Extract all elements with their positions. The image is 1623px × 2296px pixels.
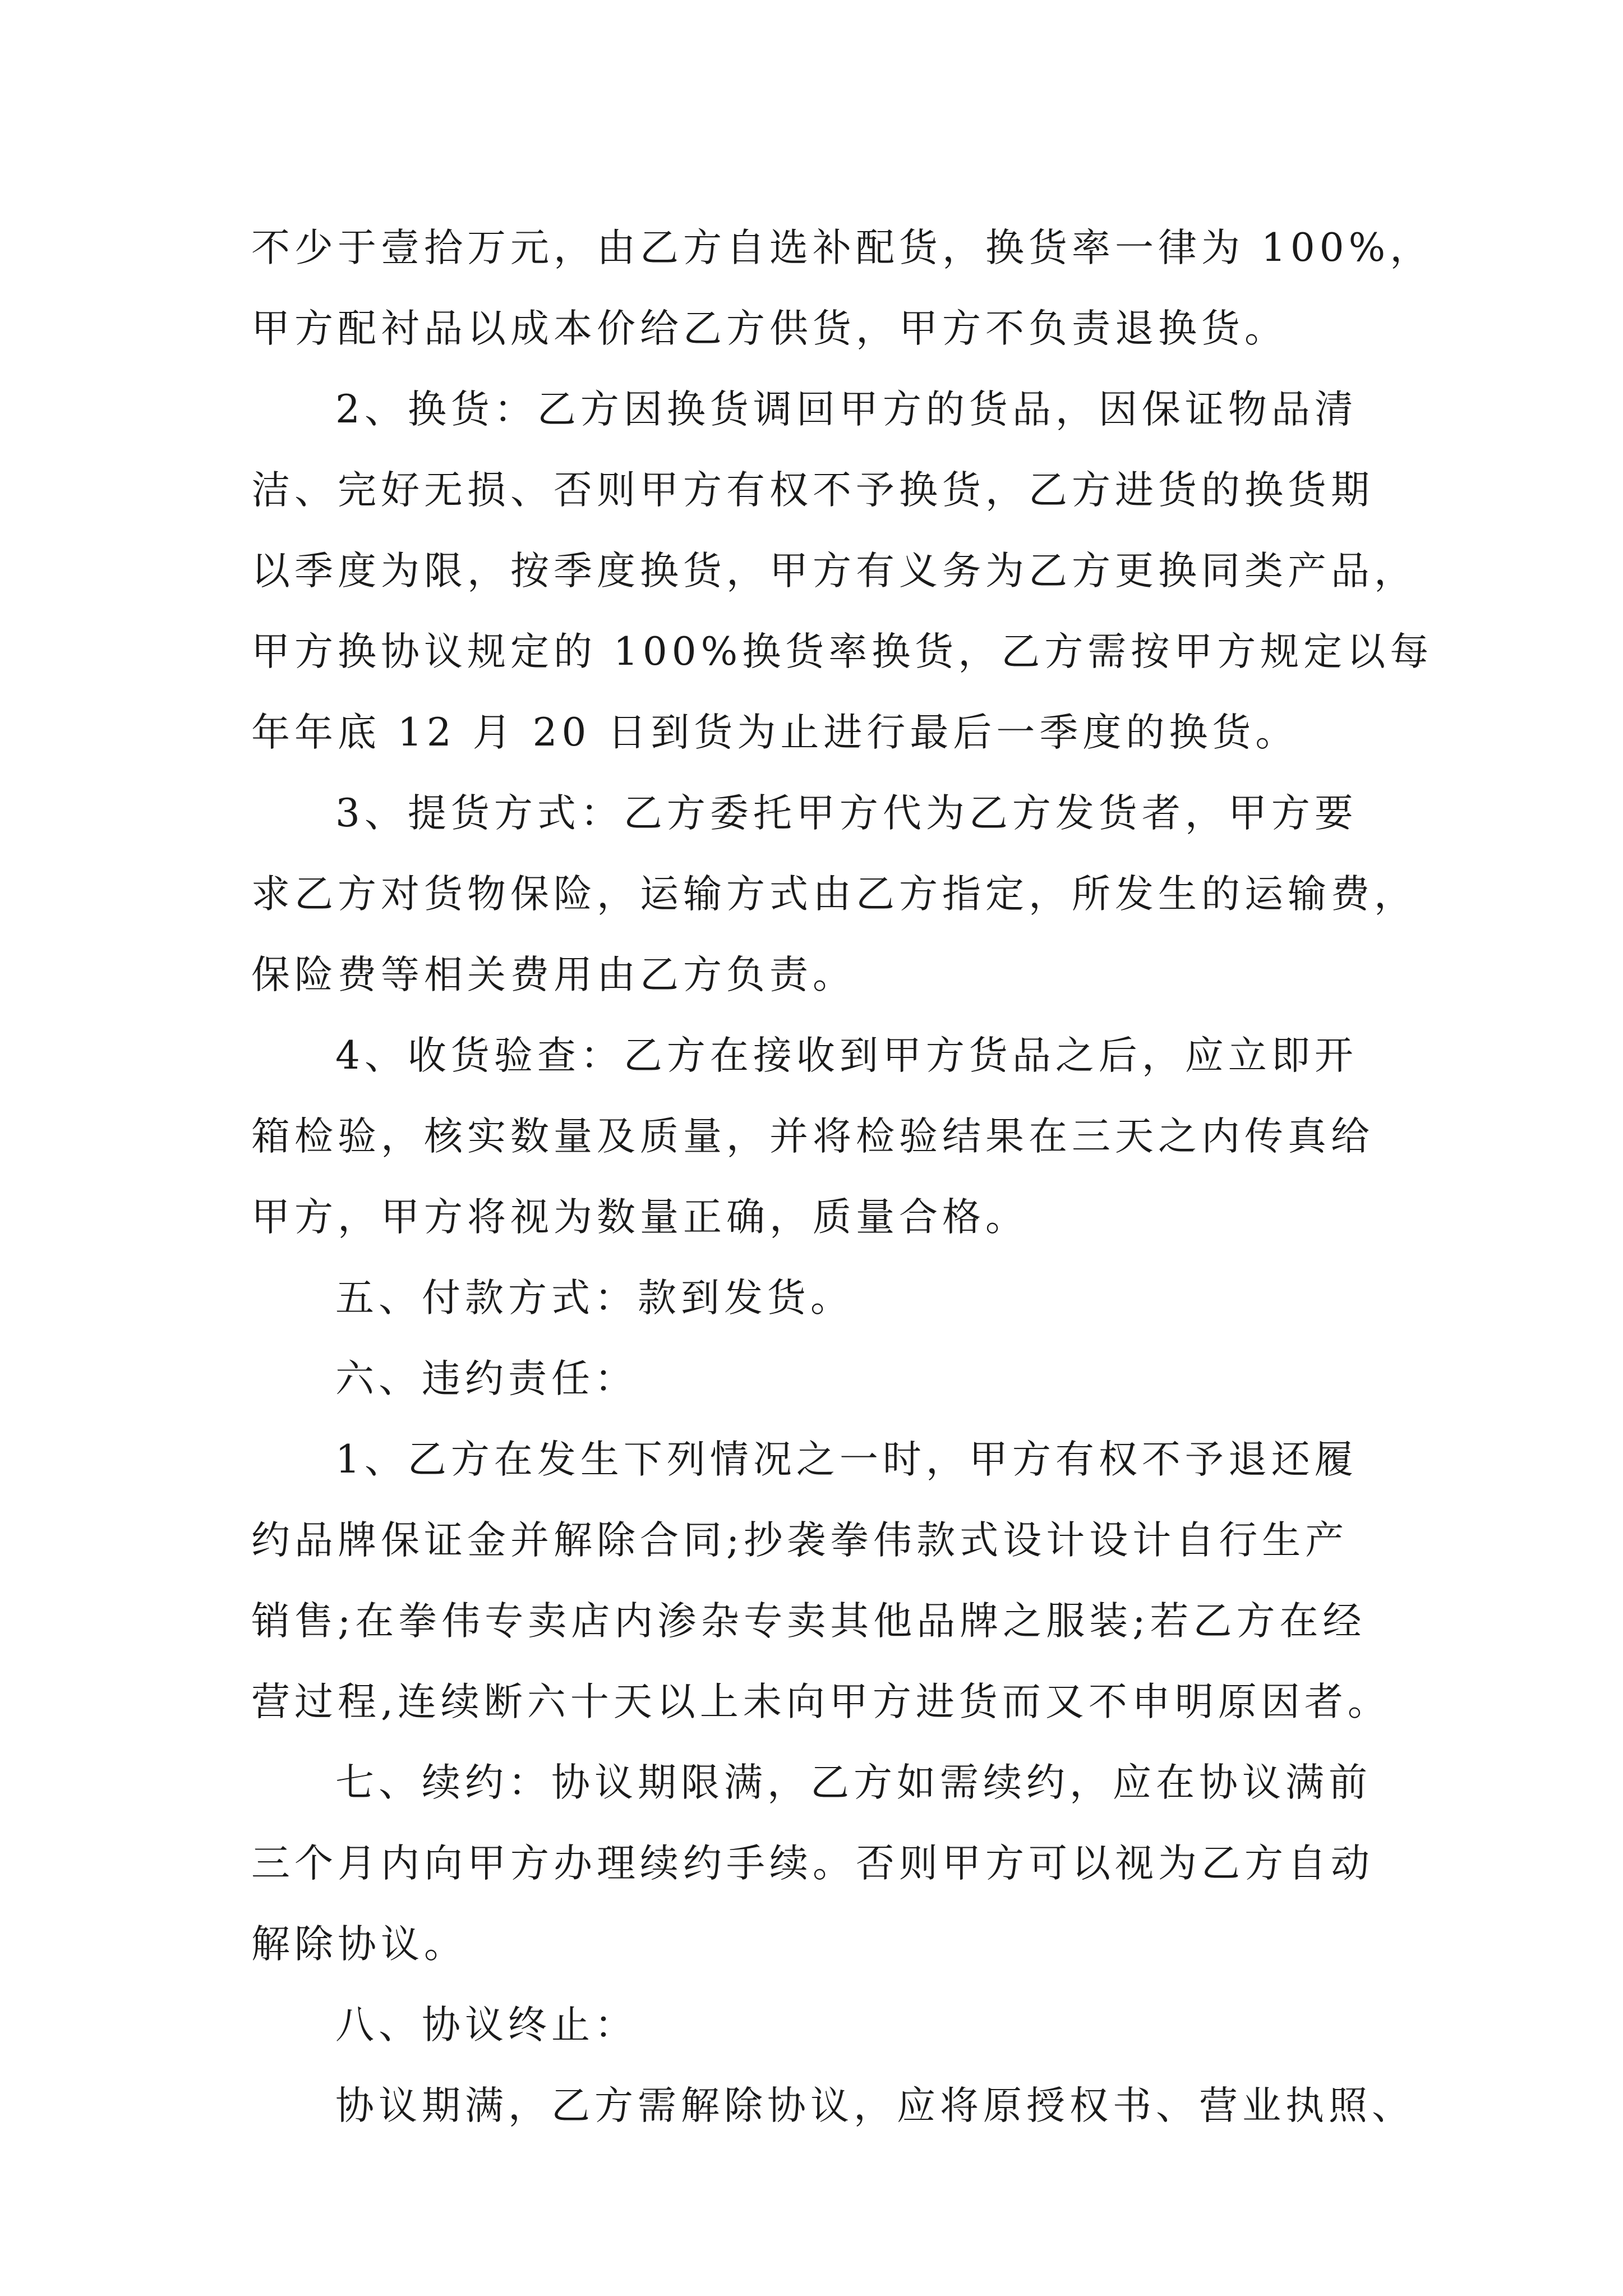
section-heading-line: 七、续约：协议期限满，乙方如需续约，应在协议满前 [335, 1760, 1372, 1805]
section-heading-line: 六、违约责任： [335, 1356, 638, 1401]
paragraph-start-line: 1、乙方在发生下列情况之一时，甲方有权不予退还履 [335, 1437, 1358, 1482]
text-line: 求乙方对货物保险，运输方式由乙方指定，所发生的运输费， [251, 872, 1417, 917]
text-line: 约品牌保证金并解除合同;抄袭拳伟款式设计设计自行生产 [251, 1518, 1349, 1563]
text-line: 三个月内向甲方办理续约手续。否则甲方可以视为乙方自动 [251, 1841, 1374, 1886]
text-line: 箱检验，核实数量及质量，并将检验结果在三天之内传真给 [251, 1114, 1374, 1159]
section-heading-line: 八、协议终止： [335, 2003, 638, 2047]
text-line: 年年底 12 月 20 日到货为止进行最后一季度的换货。 [251, 710, 1299, 755]
text-line: 保险费等相关费用由乙方负责。 [251, 953, 856, 997]
text-line: 不少于壹拾万元，由乙方自选补配货，换货率一律为 100%， [251, 226, 1433, 270]
text-line: 甲方配衬品以成本价给乙方供货，甲方不负责退换货。 [251, 306, 1288, 351]
text-line: 营过程,连续断六十天以上未向甲方进货而又不申明原因者。 [251, 1680, 1391, 1724]
text-line: 洁、完好无损、否则甲方有权不予换货，乙方进货的换货期 [251, 468, 1374, 513]
text-line: 甲方，甲方将视为数量正确，质量合格。 [251, 1195, 1029, 1240]
text-line: 甲方换协议规定的 100%换货率换货，乙方需按甲方规定以每 [251, 629, 1433, 674]
text-line: 以季度为限，按季度换货，甲方有义务为乙方更换同类产品， [251, 549, 1417, 593]
paragraph-start-line: 2、换货：乙方因换货调回甲方的货品，因保证物品清 [335, 387, 1358, 432]
paragraph-start-line: 4、收货验查：乙方在接收到甲方货品之后，应立即开 [335, 1033, 1358, 1078]
text-line: 解除协议。 [251, 1922, 467, 1967]
paragraph-start-line: 协议期满，乙方需解除协议，应将原授权书、营业执照、 [335, 2083, 1415, 2128]
paragraph-start-line: 3、提货方式：乙方委托甲方代为乙方发货者，甲方要 [335, 791, 1358, 836]
document-body [251, 208, 1433, 2146]
text-line: 销售;在拳伟专卖店内渗杂专卖其他品牌之服装;若乙方在经 [251, 1599, 1366, 1644]
section-heading-line: 五、付款方式：款到发货。 [335, 1276, 854, 1320]
